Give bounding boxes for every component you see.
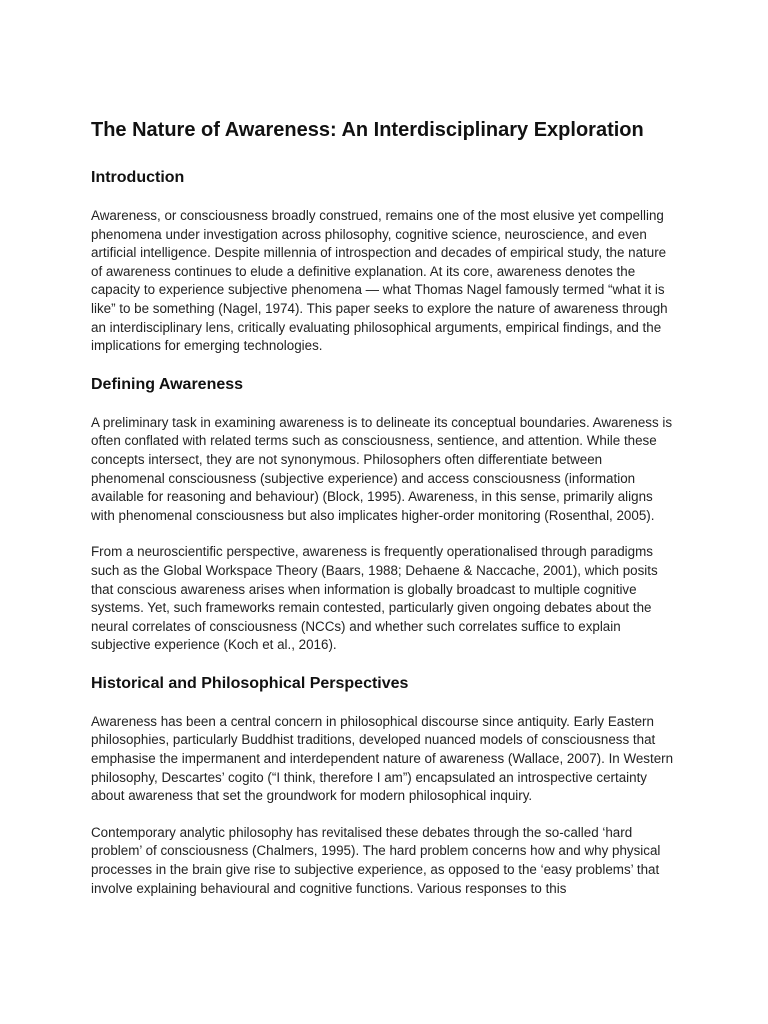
paragraph: Awareness has been a central concern in philosophical discourse since antiquity. Early Eastern philosophies, particularly Buddhist traditions, developed nuanced models of consciousness that emphasise the impermanent and interdependent nature of awareness (Wallace, 2007). In Western philosophy, Descartes’ cogito (“I think, therefore I am”) encapsulated an introspective certainty about awareness that set the groundwork for modern philosophical inquiry. (91, 713, 674, 804)
section-introduction (91, 167, 678, 356)
paragraph: A preliminary task in examining awareness is to delineate its conceptual boundaries. Awareness is often conflated with related terms such as consciousness, sentience, and attention. While these concepts intersect, they are not synonymous. Philosophers often differentiate between phenomenal consciousness (subjective experience) and access consciousness (information available for reasoning and behaviour) (Block, 1995). Awareness, in this sense, primarily aligns with phenomenal consciousness but also implicates higher-order monitoring (Rosenthal, 2005). (91, 414, 673, 523)
section-historical-philosophical (91, 673, 678, 898)
paragraph: Awareness, or consciousness broadly construed, remains one of the most elusive yet compelling phenomena under investigation across philosophy, cognitive science, neuroscience, and even artificial intelligence. Despite millennia of introspection and decades of empirical study, the nature of awareness continues to elude a definitive explanation. At its core, awareness denotes the capacity to experience subjective phenomena — what Thomas Nagel famously termed “what it is like” to be something (Nagel, 1974). This paper seeks to explore the nature of awareness through an interdisciplinary lens, critically evaluating philosophical arguments, empirical findings, and the implications for emerging technologies. (91, 208, 668, 354)
section-heading: Historical and Philosophical Perspectives (91, 674, 409, 692)
paragraph: Contemporary analytic philosophy has revitalised these debates through the so-called ‘hard problem’ of consciousness (Chalmers, 1995). The hard problem concerns how and why physical processes in the brain give rise to subjective experience, as opposed to the ‘easy problems’ that involve explaining behavioural and cognitive functions. Various responses to this (91, 824, 661, 896)
paragraph: From a neuroscientific perspective, awareness is frequently operationalised through paradigms such as the Global Workspace Theory (Baars, 1988; Dehaene & Naccache, 2001), which posits that conscious awareness arises when information is globally broadcast to multiple cognitive systems. Yet, such frameworks remain contested, particularly given ongoing debates about the neural correlates of consciousness (NCCs) and whether such correlates suffice to explain subjective experience (Koch et al., 2016). (91, 544, 658, 653)
section-defining-awareness (91, 374, 678, 655)
document-title: The Nature of Awareness: An Interdisciplinary Exploration (91, 119, 644, 141)
section-heading: Introduction (91, 169, 185, 186)
section-heading: Defining Awareness (91, 375, 244, 393)
